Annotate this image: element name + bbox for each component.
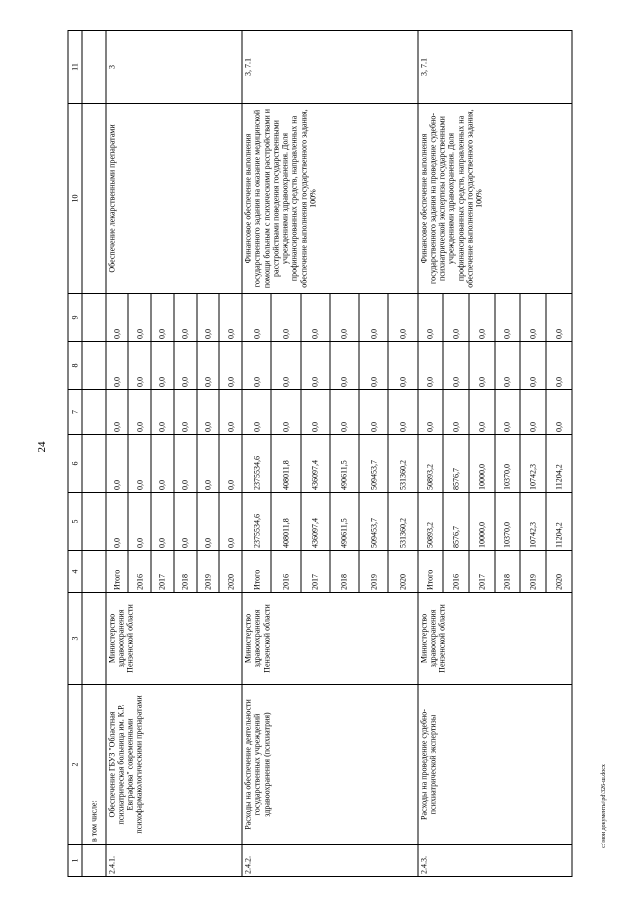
executor: Министерство здравоохранения Пензенской области [418,593,572,685]
year-cell: 2017 [469,551,495,593]
amount-cell: 0,0 [330,294,359,342]
amount-cell: 0,0 [151,435,174,493]
empty-cell [82,31,105,104]
footer-file-path: c:\мои документы\pd\326-ш.docx [601,764,607,848]
amount-cell: 0,0 [151,493,174,551]
col-header: 1 [68,845,82,877]
amount-cell: 0,0 [359,294,388,342]
amount-cell: 0,0 [418,342,444,390]
amount-cell: 0,0 [418,294,444,342]
indicator: Обеспечение лекарственными препаратами [106,104,243,294]
indicator-ref: 3, 7.1 [418,31,572,104]
amount-cell: 0,0 [469,294,495,342]
empty-cell [82,104,105,294]
amount-cell: 0,0 [128,294,151,342]
indicator-ref: 3 [106,31,243,104]
year-cell: 2020 [546,551,572,593]
amount-cell: 0,0 [151,342,174,390]
amount-cell: 0,0 [388,342,417,390]
amount-cell: 509453,7 [359,493,388,551]
amount-cell: 50893,2 [418,435,444,493]
year-cell: 2020 [219,551,242,593]
year-cell: 2016 [271,551,300,593]
amount-cell: 0,0 [469,342,495,390]
amount-cell: 0,0 [330,342,359,390]
amount-cell: 0,0 [301,342,330,390]
indicator: Финансовое обеспечение выполнения государственного задания на оказание медицинской помощи больным с психическими расстройствами и расстройствами поведения государственными учреждениями здравоохранения. Доля профинансированных средств, направленных на обеспечение выполнения государственного задания, 100% [242,104,417,294]
amount-cell: 0,0 [242,294,271,342]
amount-cell: 2375534,6 [242,435,271,493]
including-label: в том числе: [82,685,105,845]
col-header: 4 [68,551,82,593]
amount-cell: 0,0 [219,294,242,342]
amount-cell: 0,0 [388,294,417,342]
amount-cell: 0,0 [418,390,444,435]
executor: Министерство здравоохранения Пензенской области [106,593,243,685]
amount-cell: 11204,2 [546,493,572,551]
year-cell: Итого [418,551,444,593]
col-header: 9 [68,294,82,342]
amount-cell: 10370,0 [495,435,521,493]
amount-cell: 509453,7 [359,435,388,493]
col-header: 3 [68,593,82,685]
year-cell: 2017 [151,551,174,593]
col-header: 8 [68,342,82,390]
amount-cell: 0,0 [151,390,174,435]
amount-cell: 490611,5 [330,435,359,493]
rotated-table-container [68,31,573,877]
amount-cell: 531360,2 [388,493,417,551]
amount-cell: 0,0 [495,342,521,390]
table-row [418,31,444,877]
amount-cell: 0,0 [271,294,300,342]
row-number: 2.4.3. [418,845,572,877]
empty-cell [82,493,105,551]
year-cell: Итого [242,551,271,593]
amount-cell: 0,0 [219,435,242,493]
indicator: Финансовое обеспечение выполнения государственного задания на проведение судебно-психиатрической экспертизы государственными учреждениями здравоохранения. Доля профинансированных средств, направленных на обеспечение выполнения государственного задания, 100% [418,104,572,294]
amount-cell: 0,0 [174,294,197,342]
amount-cell: 0,0 [443,390,469,435]
amount-cell: 490611,5 [330,493,359,551]
amount-cell: 0,0 [106,294,129,342]
col-header: 10 [68,104,82,294]
amount-cell: 8576,7 [443,493,469,551]
year-cell: 2018 [330,551,359,593]
amount-cell: 408011,8 [271,435,300,493]
amount-cell: 0,0 [174,342,197,390]
year-cell: 2017 [301,551,330,593]
col-header: 2 [68,685,82,845]
year-cell: 2019 [359,551,388,593]
year-cell: 2019 [197,551,220,593]
amount-cell: 10370,0 [495,493,521,551]
amount-cell: 0,0 [301,294,330,342]
amount-cell: 0,0 [242,342,271,390]
amount-cell: 0,0 [128,342,151,390]
amount-cell: 0,0 [151,294,174,342]
table-row [242,31,271,877]
amount-cell: 0,0 [128,390,151,435]
amount-cell: 10742,3 [520,435,546,493]
amount-cell: 0,0 [197,294,220,342]
amount-cell: 50893,2 [418,493,444,551]
amount-cell: 0,0 [106,342,129,390]
row-number: 2.4.2. [242,845,417,877]
col-header: 7 [68,390,82,435]
amount-cell: 0,0 [106,390,129,435]
year-cell: 2018 [174,551,197,593]
amount-cell: 10000,0 [469,435,495,493]
amount-cell: 0,0 [469,390,495,435]
amount-cell: 0,0 [219,342,242,390]
amount-cell: 0,0 [520,390,546,435]
amount-cell: 10742,3 [520,493,546,551]
col-header: 11 [68,31,82,104]
amount-cell: 0,0 [197,390,220,435]
amount-cell: 0,0 [219,493,242,551]
amount-cell: 0,0 [174,435,197,493]
year-cell: 2018 [495,551,521,593]
amount-cell: 0,0 [330,390,359,435]
amount-cell: 0,0 [242,390,271,435]
table-row [106,31,129,877]
amount-cell: 408011,8 [271,493,300,551]
amount-cell: 0,0 [271,390,300,435]
amount-cell: 0,0 [106,435,129,493]
empty-cell [82,435,105,493]
amount-cell: 0,0 [359,342,388,390]
indicator-ref: 3, 7.1 [242,31,417,104]
year-cell: Итого [106,551,129,593]
amount-cell: 0,0 [546,342,572,390]
amount-cell: 0,0 [495,390,521,435]
page-number: 24 [36,441,48,453]
amount-cell: 436097,4 [301,435,330,493]
amount-cell: 0,0 [271,342,300,390]
empty-cell [82,390,105,435]
col-header: 6 [68,435,82,493]
empty-cell [82,845,105,877]
amount-cell: 2375534,6 [242,493,271,551]
amount-cell: 0,0 [443,294,469,342]
empty-cell [82,593,105,685]
amount-cell: 436097,4 [301,493,330,551]
executor: Министерство здравоохранения Пензенской области [242,593,417,685]
amount-cell: 0,0 [128,435,151,493]
empty-cell [82,342,105,390]
amount-cell: 0,0 [520,342,546,390]
amount-cell: 0,0 [197,493,220,551]
amount-cell: 0,0 [495,294,521,342]
amount-cell: 0,0 [443,342,469,390]
event-name: Расходы на обеспечение деятельности государственных учреждений здравоохранения (психиатрия) [242,685,417,845]
year-cell: 2016 [128,551,151,593]
amount-cell: 531360,2 [388,435,417,493]
year-cell: 2020 [388,551,417,593]
year-cell: 2019 [520,551,546,593]
amount-cell: 0,0 [174,493,197,551]
event-name: Обеспечение ГБУЗ "Областная психиатрическая больница им. К.Р. Евграфова" современными психофармакологическими препаратами [106,685,243,845]
amount-cell: 0,0 [128,493,151,551]
amount-cell: 11204,2 [546,435,572,493]
amount-cell: 0,0 [359,390,388,435]
col-header: 5 [68,493,82,551]
year-cell: 2016 [443,551,469,593]
amount-cell: 0,0 [301,390,330,435]
including-row [82,31,105,877]
amount-cell: 0,0 [546,390,572,435]
amount-cell: 0,0 [197,435,220,493]
amount-cell: 0,0 [546,294,572,342]
amount-cell: 0,0 [388,390,417,435]
amount-cell: 10000,0 [469,493,495,551]
table-body [82,31,572,877]
amount-cell: 0,0 [106,493,129,551]
row-number: 2.4.1. [106,845,243,877]
event-name: Расходы на проведение судебно-психиатрической экспертизы [418,685,572,845]
column-number-row [68,31,82,877]
empty-cell [82,294,105,342]
amount-cell: 0,0 [197,342,220,390]
amount-cell: 0,0 [520,294,546,342]
amount-cell: 0,0 [174,390,197,435]
amount-cell: 0,0 [219,390,242,435]
program-table [68,30,573,877]
empty-cell [82,551,105,593]
amount-cell: 8576,7 [443,435,469,493]
